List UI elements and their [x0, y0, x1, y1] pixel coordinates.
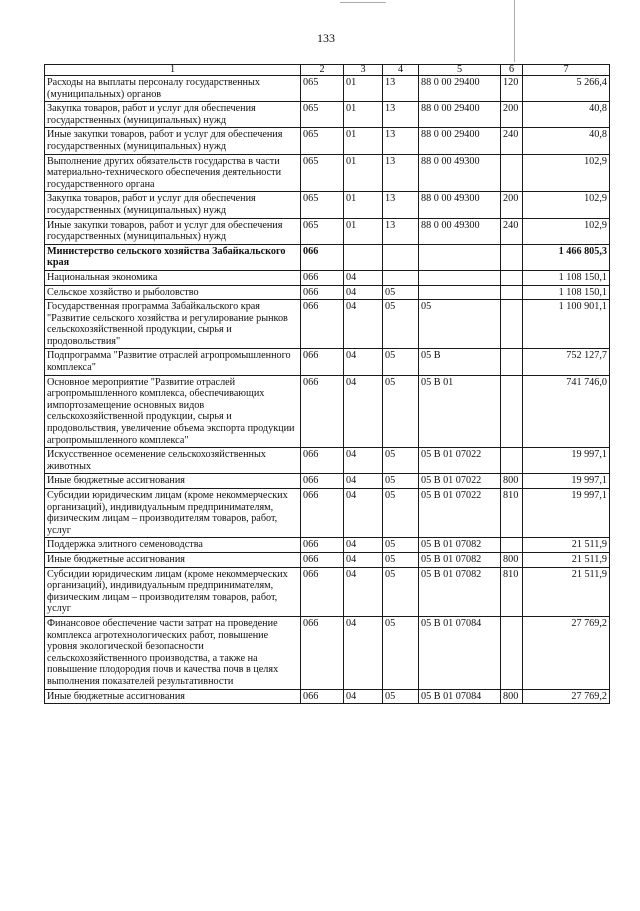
target-article-cell: 05 В 01 07022	[419, 489, 501, 538]
item-name-cell: Иные закупки товаров, работ и услуг для обеспечения государственных (муниципальных) нужд	[45, 128, 301, 154]
expense-type-cell: 240	[501, 218, 523, 244]
ministry-code-cell: 066	[301, 616, 344, 689]
amount-cell: 1 100 901,1	[523, 300, 610, 349]
section-code-cell: 04	[344, 538, 383, 553]
amount-cell: 27 769,2	[523, 689, 610, 704]
target-article-cell: 88 0 00 49300	[419, 154, 501, 192]
subsection-code-cell: 05	[383, 285, 419, 300]
section-code-cell: 04	[344, 616, 383, 689]
amount-cell: 741 746,0	[523, 375, 610, 448]
target-article-cell: 05 В 01	[419, 375, 501, 448]
ministry-code-cell: 066	[301, 552, 344, 567]
item-name-cell: Государственная программа Забайкальского края "Развитие сельского хозяйства и регулирование рынков сельскохозяйственной продукции, сырья и продовольствия"	[45, 300, 301, 349]
ministry-code-cell: 066	[301, 489, 344, 538]
item-name-cell: Сельское хозяйство и рыболовство	[45, 285, 301, 300]
expense-type-cell: 810	[501, 567, 523, 616]
target-article-cell	[419, 285, 501, 300]
subsection-code-cell: 05	[383, 616, 419, 689]
section-code-cell: 01	[344, 192, 383, 218]
item-name-cell: Искусственное осеменение сельскохозяйственных животных	[45, 448, 301, 474]
target-article-cell: 05	[419, 300, 501, 349]
column-number-5: 5	[419, 65, 501, 76]
amount-cell: 1 466 805,3	[523, 244, 610, 270]
item-name-cell: Закупка товаров, работ и услуг для обеспечения государственных (муниципальных) нужд	[45, 102, 301, 128]
expense-type-cell: 800	[501, 552, 523, 567]
subsection-code-cell: 13	[383, 76, 419, 102]
amount-cell: 40,8	[523, 128, 610, 154]
expense-type-cell	[501, 349, 523, 375]
column-number-row	[45, 65, 610, 76]
item-name-cell: Иные бюджетные ассигнования	[45, 552, 301, 567]
ministry-code-cell: 065	[301, 102, 344, 128]
expense-type-cell: 240	[501, 128, 523, 154]
section-code-cell: 04	[344, 300, 383, 349]
item-name-cell: Национальная экономика	[45, 270, 301, 285]
ministry-code-cell: 066	[301, 474, 344, 489]
ministry-code-cell: 066	[301, 448, 344, 474]
amount-cell: 5 266,4	[523, 76, 610, 102]
table-row	[45, 154, 610, 192]
table-row	[45, 300, 610, 349]
subsection-code-cell: 05	[383, 552, 419, 567]
amount-cell: 21 511,9	[523, 552, 610, 567]
item-name-cell: Подпрограмма "Развитие отраслей агропромышленного комплекса"	[45, 349, 301, 375]
item-name-cell: Субсидии юридическим лицам (кроме некоммерческих организаций), индивидуальным предпринимателям, физическим лицам – производителям товаров, работ, услуг	[45, 567, 301, 616]
table-row	[45, 192, 610, 218]
table-row	[45, 128, 610, 154]
section-code-cell: 04	[344, 552, 383, 567]
column-number-1: 1	[45, 65, 301, 76]
subsection-code-cell: 05	[383, 448, 419, 474]
column-number-3: 3	[344, 65, 383, 76]
section-code-cell: 04	[344, 689, 383, 704]
table-row	[45, 689, 610, 704]
table-row	[45, 218, 610, 244]
amount-cell: 102,9	[523, 218, 610, 244]
section-code-cell: 01	[344, 154, 383, 192]
expense-type-cell: 800	[501, 689, 523, 704]
table-row	[45, 538, 610, 553]
amount-cell: 1 108 150,1	[523, 285, 610, 300]
budget-table	[44, 64, 610, 704]
section-code-cell: 01	[344, 218, 383, 244]
section-code-cell: 04	[344, 474, 383, 489]
expense-type-cell: 810	[501, 489, 523, 538]
table-row	[45, 616, 610, 689]
subsection-code-cell: 13	[383, 128, 419, 154]
target-article-cell: 05 В 01 07084	[419, 616, 501, 689]
column-number-2: 2	[301, 65, 344, 76]
expense-type-cell: 120	[501, 76, 523, 102]
amount-cell: 1 108 150,1	[523, 270, 610, 285]
page-number: 133	[317, 31, 335, 45]
expense-type-cell	[501, 300, 523, 349]
amount-cell: 27 769,2	[523, 616, 610, 689]
ministry-code-cell: 066	[301, 349, 344, 375]
target-article-cell: 05 В 01 07082	[419, 538, 501, 553]
section-code-cell: 04	[344, 270, 383, 285]
subsection-code-cell: 05	[383, 489, 419, 538]
section-code-cell: 04	[344, 567, 383, 616]
target-article-cell: 05 В 01 07022	[419, 448, 501, 474]
section-code-cell: 01	[344, 102, 383, 128]
table-row	[45, 375, 610, 448]
scan-artifact-top	[340, 2, 386, 3]
item-name-cell: Иные бюджетные ассигнования	[45, 689, 301, 704]
item-name-cell: Поддержка элитного семеноводства	[45, 538, 301, 553]
subsection-code-cell: 05	[383, 689, 419, 704]
item-name-cell: Расходы на выплаты персоналу государственных (муниципальных) органов	[45, 76, 301, 102]
subsection-code-cell: 05	[383, 474, 419, 489]
section-code-cell: 04	[344, 489, 383, 538]
expense-type-cell: 800	[501, 474, 523, 489]
expense-type-cell	[501, 285, 523, 300]
subsection-code-cell: 05	[383, 538, 419, 553]
table-row	[45, 76, 610, 102]
amount-cell: 102,9	[523, 154, 610, 192]
ministry-code-cell: 066	[301, 300, 344, 349]
subsection-code-cell: 13	[383, 154, 419, 192]
item-name-cell: Основное мероприятие "Развитие отраслей агропромышленного комплекса, обеспечивающих импортозамещение основных видов сельскохозяйственной продукции, сырья и продовольствия, увеличение объема экспорта продукции агропромышленного комплекса"	[45, 375, 301, 448]
table-row	[45, 552, 610, 567]
ministry-code-cell: 066	[301, 689, 344, 704]
table-row	[45, 270, 610, 285]
ministry-code-cell: 065	[301, 128, 344, 154]
item-name-cell: Иные бюджетные ассигнования	[45, 474, 301, 489]
table-row	[45, 567, 610, 616]
target-article-cell: 05 В 01 07082	[419, 567, 501, 616]
ministry-code-cell: 066	[301, 567, 344, 616]
target-article-cell: 05 В 01 07082	[419, 552, 501, 567]
target-article-cell: 05 В 01 07022	[419, 474, 501, 489]
item-name-cell: Министерство сельского хозяйства Забайкальского края	[45, 244, 301, 270]
target-article-cell	[419, 270, 501, 285]
section-code-cell: 01	[344, 76, 383, 102]
amount-cell: 19 997,1	[523, 448, 610, 474]
table-row	[45, 244, 610, 270]
amount-cell: 752 127,7	[523, 349, 610, 375]
subsection-code-cell: 13	[383, 102, 419, 128]
amount-cell: 21 511,9	[523, 567, 610, 616]
subsection-code-cell	[383, 244, 419, 270]
ministry-code-cell: 066	[301, 538, 344, 553]
expense-type-cell	[501, 244, 523, 270]
ministry-code-cell: 066	[301, 270, 344, 285]
target-article-cell: 05 В	[419, 349, 501, 375]
ministry-code-cell: 065	[301, 218, 344, 244]
table-row	[45, 448, 610, 474]
subsection-code-cell: 05	[383, 349, 419, 375]
amount-cell: 19 997,1	[523, 489, 610, 538]
section-code-cell: 04	[344, 349, 383, 375]
table-row	[45, 285, 610, 300]
subsection-code-cell: 05	[383, 300, 419, 349]
table-row	[45, 474, 610, 489]
expense-type-cell	[501, 375, 523, 448]
section-code-cell	[344, 244, 383, 270]
item-name-cell: Субсидии юридическим лицам (кроме некоммерческих организаций), индивидуальным предпринимателям, физическим лицам – производителям товаров, работ, услуг	[45, 489, 301, 538]
amount-cell: 40,8	[523, 102, 610, 128]
target-article-cell: 88 0 00 29400	[419, 76, 501, 102]
column-number-7: 7	[523, 65, 610, 76]
ministry-code-cell: 066	[301, 285, 344, 300]
ministry-code-cell: 065	[301, 76, 344, 102]
expense-type-cell: 200	[501, 102, 523, 128]
column-number-4: 4	[383, 65, 419, 76]
target-article-cell: 88 0 00 49300	[419, 192, 501, 218]
table-row	[45, 489, 610, 538]
table-body	[45, 65, 610, 704]
expense-type-cell	[501, 538, 523, 553]
item-name-cell: Финансовое обеспечение части затрат на проведение комплекса агротехнологических работ, повышение уровня экологической безопасности сельскохозяйственного производства, а также на повышение плодородия почв и качества почв в целях выполнения показателей результативности	[45, 616, 301, 689]
expense-type-cell: 200	[501, 192, 523, 218]
section-code-cell: 04	[344, 285, 383, 300]
expense-type-cell	[501, 154, 523, 192]
table-row	[45, 102, 610, 128]
table-row	[45, 349, 610, 375]
ministry-code-cell: 066	[301, 375, 344, 448]
section-code-cell: 04	[344, 448, 383, 474]
target-article-cell: 88 0 00 29400	[419, 128, 501, 154]
column-number-6: 6	[501, 65, 523, 76]
ministry-code-cell: 066	[301, 244, 344, 270]
subsection-code-cell: 13	[383, 218, 419, 244]
item-name-cell: Закупка товаров, работ и услуг для обеспечения государственных (муниципальных) нужд	[45, 192, 301, 218]
target-article-cell: 88 0 00 29400	[419, 102, 501, 128]
amount-cell: 21 511,9	[523, 538, 610, 553]
subsection-code-cell: 13	[383, 192, 419, 218]
item-name-cell: Выполнение других обязательств государства в части материально-технического обеспечения деятельности государственного органа	[45, 154, 301, 192]
subsection-code-cell: 05	[383, 375, 419, 448]
expense-type-cell	[501, 616, 523, 689]
section-code-cell: 01	[344, 128, 383, 154]
ministry-code-cell: 065	[301, 192, 344, 218]
subsection-code-cell: 05	[383, 567, 419, 616]
amount-cell: 19 997,1	[523, 474, 610, 489]
item-name-cell: Иные закупки товаров, работ и услуг для обеспечения государственных (муниципальных) нужд	[45, 218, 301, 244]
expense-type-cell	[501, 448, 523, 474]
target-article-cell	[419, 244, 501, 270]
subsection-code-cell	[383, 270, 419, 285]
scan-artifact-right-vertical	[514, 0, 515, 62]
expense-type-cell	[501, 270, 523, 285]
ministry-code-cell: 065	[301, 154, 344, 192]
target-article-cell: 88 0 00 49300	[419, 218, 501, 244]
amount-cell: 102,9	[523, 192, 610, 218]
section-code-cell: 04	[344, 375, 383, 448]
target-article-cell: 05 В 01 07084	[419, 689, 501, 704]
